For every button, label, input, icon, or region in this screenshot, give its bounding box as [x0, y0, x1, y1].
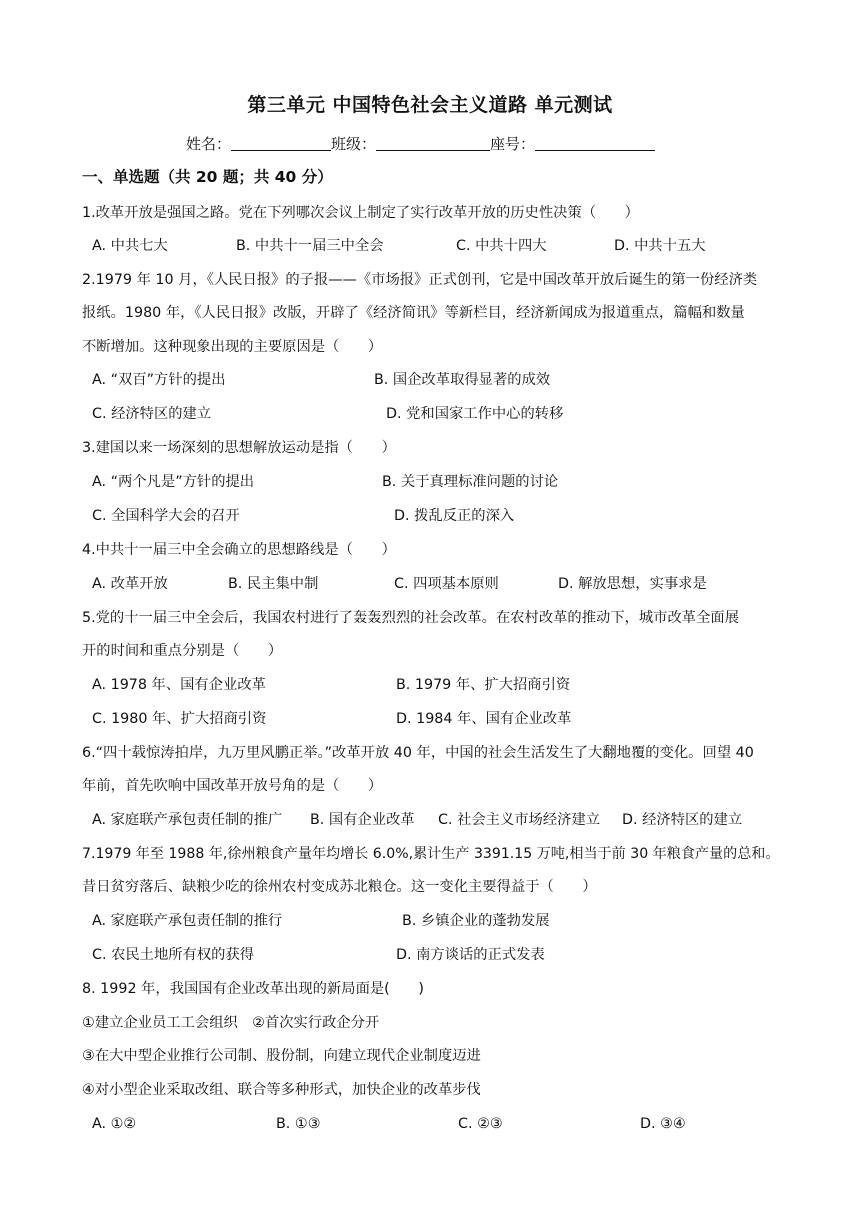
question-6-line-2: 年前，首先吹响中国改革开放号角的是（ ） — [82, 778, 383, 794]
question-4-option-d[interactable]: D. 解放思想，实事求是 — [558, 576, 707, 592]
question-2-option-d[interactable]: D. 党和国家工作中心的转移 — [386, 406, 564, 422]
question-4-option-c[interactable]: C. 四项基本原则 — [394, 576, 499, 592]
seat-blank[interactable] — [535, 136, 655, 151]
question-7-option-d[interactable]: D. 南方谈话的正式发表 — [396, 947, 545, 963]
question-5-option-d[interactable]: D. 1984 年、国有企业改革 — [396, 711, 572, 727]
question-8-option-b[interactable]: B. ①③ — [276, 1116, 321, 1132]
student-info-row — [186, 133, 655, 154]
question-3-line-1: 3.建国以来一场深刻的思想解放运动是指（ ） — [82, 440, 396, 456]
name-label: 姓名： — [186, 135, 232, 153]
section-heading: 一、单选题（共 20 题；共 40 分） — [82, 168, 333, 186]
question-1-line-1: 1.改革开放是强国之路。党在下列哪次会议上制定了实行改革开放的历史性决策（ ） — [82, 205, 639, 221]
question-5-option-b[interactable]: B. 1979 年、扩大招商引资 — [396, 677, 571, 693]
question-7-line-1: 7.1979 年至 1988 年,徐州粮食产量年均增长 6.0%,累计生产 3391.15 万吨,相当于前 30 年粮食产量的总和。 — [82, 846, 780, 862]
question-2-option-a[interactable]: A. “双百”方针的提出 — [92, 372, 226, 388]
question-4-line-1: 4.中共十一届三中全会确立的思想路线是（ ） — [82, 542, 396, 558]
question-7-option-a[interactable]: A. 家庭联产承包责任制的推行 — [92, 913, 283, 929]
question-8-option-a[interactable]: A. ①② — [92, 1116, 137, 1132]
question-8-option-d[interactable]: D. ③④ — [640, 1116, 686, 1132]
question-3-option-a[interactable]: A. “两个凡是”方针的提出 — [92, 474, 255, 490]
question-1-option-d[interactable]: D. 中共十五大 — [614, 238, 706, 254]
question-2-line-3: 不断增加。这种现象出现的主要原因是（ ） — [82, 339, 383, 355]
question-3-option-c[interactable]: C. 全国科学大会的召开 — [92, 508, 240, 524]
question-8-line-3: ③在大中型企业推行公司制、股份制，向建立现代企业制度迈进 — [82, 1048, 481, 1064]
question-2-line-2: 报纸。1980 年，《人民日报》改版，开辟了《经济简讯》等新栏目，经济新闻成为报道重点，篇幅和数量 — [82, 305, 745, 321]
question-3-option-d[interactable]: D. 拨乱反正的深入 — [394, 508, 515, 524]
question-1-option-a[interactable]: A. 中共七大 — [92, 238, 168, 254]
seat-label: 座号： — [490, 135, 536, 153]
question-8-line-4: ④对小型企业采取改组、联合等多种形式，加快企业的改革步伐 — [82, 1082, 481, 1098]
question-2-option-b[interactable]: B. 国企改革取得显著的成效 — [374, 372, 551, 388]
question-5-line-1: 5.党的十一届三中全会后，我国农村进行了轰轰烈烈的社会改革。在农村改革的推动下，城市改革全面展 — [82, 610, 739, 626]
question-6-option-d[interactable]: D. 经济特区的建立 — [622, 812, 743, 828]
question-4-option-b[interactable]: B. 民主集中制 — [228, 576, 319, 592]
question-3-option-b[interactable]: B. 关于真理标准问题的讨论 — [382, 474, 559, 490]
question-1-option-b[interactable]: B. 中共十一届三中全会 — [236, 238, 384, 254]
question-5-option-a[interactable]: A. 1978 年、国有企业改革 — [92, 677, 266, 693]
question-4-option-a[interactable]: A. 改革开放 — [92, 576, 168, 592]
question-7-line-2: 昔日贫穷落后、缺粮少吃的徐州农村变成苏北粮仓。这一变化主要得益于（ ） — [82, 879, 597, 895]
question-8-option-c[interactable]: C. ②③ — [458, 1116, 503, 1132]
question-7-option-c[interactable]: C. 农民土地所有权的获得 — [92, 947, 255, 963]
class-blank[interactable] — [376, 136, 490, 151]
name-blank[interactable] — [231, 136, 331, 151]
question-8-line-1: 8. 1992 年，我国国有企业改革出现的新局面是( ) — [82, 981, 424, 997]
question-6-option-a[interactable]: A. 家庭联产承包责任制的推广 — [92, 812, 283, 828]
question-2-line-1: 2.1979 年 10 月，《人民日报》的子报——《市场报》正式创刊，它是中国改革开放后诞生的第一份经济类 — [82, 272, 758, 288]
question-7-option-b[interactable]: B. 乡镇企业的蓬勃发展 — [402, 913, 550, 929]
question-8-line-2: ①建立企业员工工会组织 ②首次实行政企分开 — [82, 1015, 380, 1031]
question-6-option-c[interactable]: C. 社会主义市场经济建立 — [438, 812, 601, 828]
question-5-line-2: 开的时间和重点分别是（ ） — [82, 643, 283, 659]
question-5-option-c[interactable]: C. 1980 年、扩大招商引资 — [92, 711, 267, 727]
class-label: 班级： — [331, 135, 377, 153]
question-1-option-c[interactable]: C. 中共十四大 — [456, 238, 547, 254]
question-2-option-c[interactable]: C. 经济特区的建立 — [92, 406, 212, 422]
question-6-line-1: 6.“四十载惊涛拍岸，九万里风鹏正举。”改革开放 40 年，中国的社会生活发生了大翻地覆的变化。回望 40 — [82, 745, 754, 761]
question-6-option-b[interactable]: B. 国有企业改革 — [310, 812, 415, 828]
page-title: 第三单元 中国特色社会主义道路 单元测试 — [247, 94, 613, 116]
